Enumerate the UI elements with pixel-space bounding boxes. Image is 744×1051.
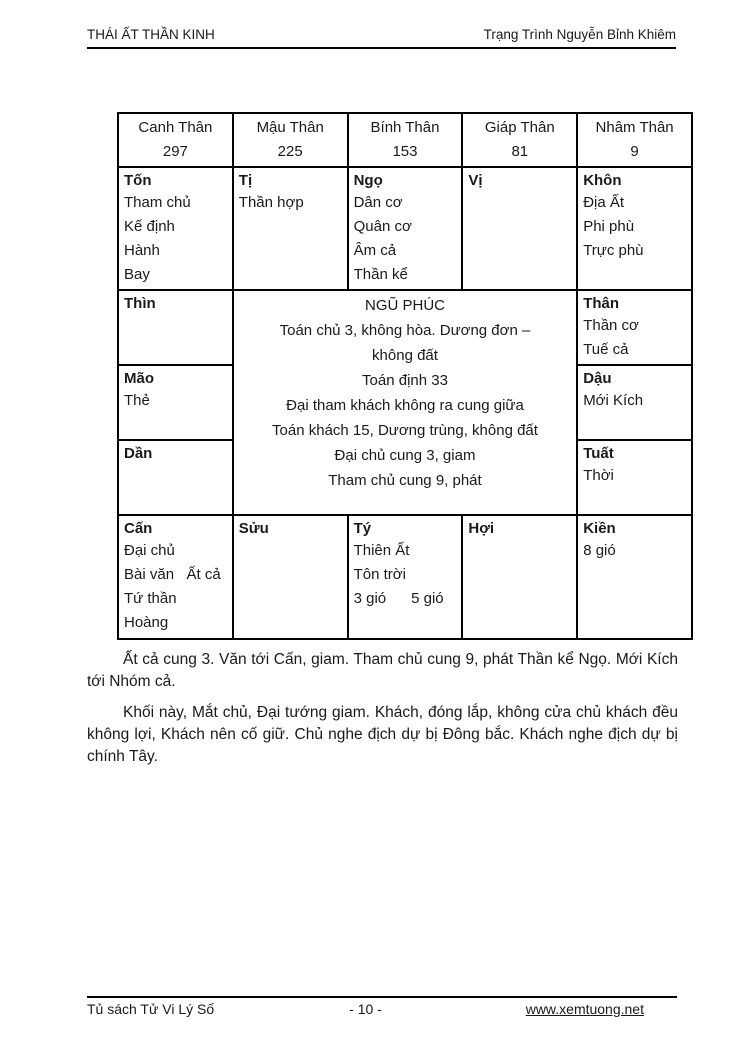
palace-title: Kiền xyxy=(583,520,616,537)
palace-title: Tốn xyxy=(124,172,152,189)
divination-grid xyxy=(117,112,693,640)
page-number: - 10 - xyxy=(349,1001,382,1017)
year-value: 297 xyxy=(162,143,188,160)
palace-cell-dan xyxy=(118,440,233,515)
palace-line: Phi phù xyxy=(583,218,635,235)
palace-cell-thin xyxy=(118,290,233,365)
website-link[interactable]: www.xemtuong.net xyxy=(525,1001,644,1017)
palace-title: Dậu xyxy=(583,370,612,387)
center-line: Tham chủ cung 9, phát xyxy=(328,472,482,489)
palace-cell-ty xyxy=(348,515,463,639)
palace-cell-ti xyxy=(233,167,348,290)
palace-line: Thời xyxy=(583,467,614,484)
year-name: Canh Thân xyxy=(138,119,213,136)
palace-line: Thần kể xyxy=(353,266,408,283)
palace-line: Tuế cả xyxy=(583,341,629,358)
year-value: 81 xyxy=(511,143,529,160)
palace-title: Dần xyxy=(124,445,153,462)
center-line: Toán định 33 xyxy=(362,372,448,389)
palace-cell-mao xyxy=(118,365,233,440)
palace-line: Bài văn Ất cả xyxy=(124,566,221,583)
palace-line: Tham chủ xyxy=(124,194,191,211)
footer-series-name: Tủ sách Tử Vi Lý Số xyxy=(87,1001,215,1017)
palace-line: 8 gió xyxy=(583,542,616,559)
palace-line: Thẻ xyxy=(124,392,150,409)
book-title: THÁI ẤT THẦN KINH xyxy=(87,27,215,42)
author-name: Trạng Trình Nguyễn Bỉnh Khiêm xyxy=(483,27,676,42)
commentary-section xyxy=(87,649,678,777)
palace-line: Âm cả xyxy=(353,242,397,259)
page-header xyxy=(87,27,676,49)
center-line: không đất xyxy=(372,347,438,364)
palace-title: Cấn xyxy=(124,520,153,537)
palace-line: Mới Kích xyxy=(583,392,644,409)
palace-cell-dau xyxy=(577,365,692,440)
palace-cell-hoi xyxy=(462,515,577,639)
year-row xyxy=(118,113,692,167)
palace-line: Hoàng xyxy=(124,614,169,631)
center-title: NGŨ PHÚC xyxy=(364,297,445,314)
year-name: Giáp Thân xyxy=(484,119,555,136)
palace-cell-vi xyxy=(462,167,577,290)
year-cell-giap-than xyxy=(462,113,577,167)
year-name: Nhâm Thân xyxy=(595,119,674,136)
palace-row-top xyxy=(118,167,692,290)
page-footer xyxy=(87,996,677,1017)
palace-cell-ton xyxy=(118,167,233,290)
center-line: Toán chủ 3, không hòa. Dương đơn – xyxy=(279,322,531,339)
year-cell-canh-than xyxy=(118,113,233,167)
palace-cell-can xyxy=(118,515,233,639)
palace-title: Sửu xyxy=(238,520,269,537)
palace-row-mid1 xyxy=(118,290,692,365)
palace-row-bottom xyxy=(118,515,692,639)
year-cell-nham-than xyxy=(577,113,692,167)
palace-cell-tuat xyxy=(577,440,692,515)
palace-line: Thần cơ xyxy=(583,317,639,334)
palace-line: Quân cơ xyxy=(353,218,412,235)
palace-line: Thiên Ất xyxy=(353,542,410,559)
palace-cell-ngo xyxy=(348,167,463,290)
palace-cell-suu xyxy=(233,515,348,639)
palace-line: Kế định xyxy=(124,218,175,235)
year-value: 9 xyxy=(630,143,639,160)
palace-cell-khon xyxy=(577,167,692,290)
palace-line: Tứ thần xyxy=(124,590,177,607)
palace-line: Dân cơ xyxy=(353,194,403,211)
palace-line: Hành xyxy=(124,242,160,259)
palace-line: 3 gió 5 gió xyxy=(353,590,444,607)
palace-title: Vị xyxy=(468,172,483,189)
year-name: Bính Thân xyxy=(370,119,440,136)
center-line: Đại chủ cung 3, giam xyxy=(334,447,476,464)
body-paragraph: Ất cả cung 3. Văn tới Cấn, giam. Tham chủ cung 9, phát Thần kể Ngọ. Mới Kích tới Nhóm cả. xyxy=(87,651,678,690)
palace-title: Hợi xyxy=(468,520,495,537)
palace-line: Tôn trời xyxy=(353,566,406,583)
palace-title: Tý xyxy=(353,520,372,537)
palace-cell-than xyxy=(577,290,692,365)
body-paragraph: Khối này, Mắt chủ, Đại tướng giam. Khách, đóng lắp, không cửa chủ khách đều không lợi, Khách nên cố giữ. Chủ nghe địch dự bị Đông bắc. Khách nghe địch dự bị chính Tây. xyxy=(87,704,678,765)
palace-title: Tị xyxy=(238,172,253,189)
palace-line: Địa Ất xyxy=(583,194,625,211)
palace-title: Thìn xyxy=(124,295,156,312)
palace-line: Trực phù xyxy=(583,242,644,259)
palace-title: Ngọ xyxy=(353,172,383,189)
year-value: 153 xyxy=(392,143,418,160)
center-line: Đại tham khách không ra cung giữa xyxy=(286,397,524,414)
palace-title: Thân xyxy=(583,295,620,312)
center-line: Toán khách 15, Dương trùng, không đất xyxy=(272,422,538,439)
palace-line: Đại chủ xyxy=(124,542,175,559)
center-summary-cell xyxy=(233,290,577,515)
year-cell-binh-than xyxy=(348,113,463,167)
year-name: Mậu Thân xyxy=(256,119,324,136)
palace-line: Thần hợp xyxy=(238,194,304,211)
palace-line: Bay xyxy=(124,266,150,283)
palace-title: Mão xyxy=(124,370,154,387)
palace-title: Tuất xyxy=(583,445,614,462)
palace-cell-kien xyxy=(577,515,692,639)
year-value: 225 xyxy=(277,143,303,160)
palace-title: Khôn xyxy=(583,172,622,189)
year-cell-mau-than xyxy=(233,113,348,167)
